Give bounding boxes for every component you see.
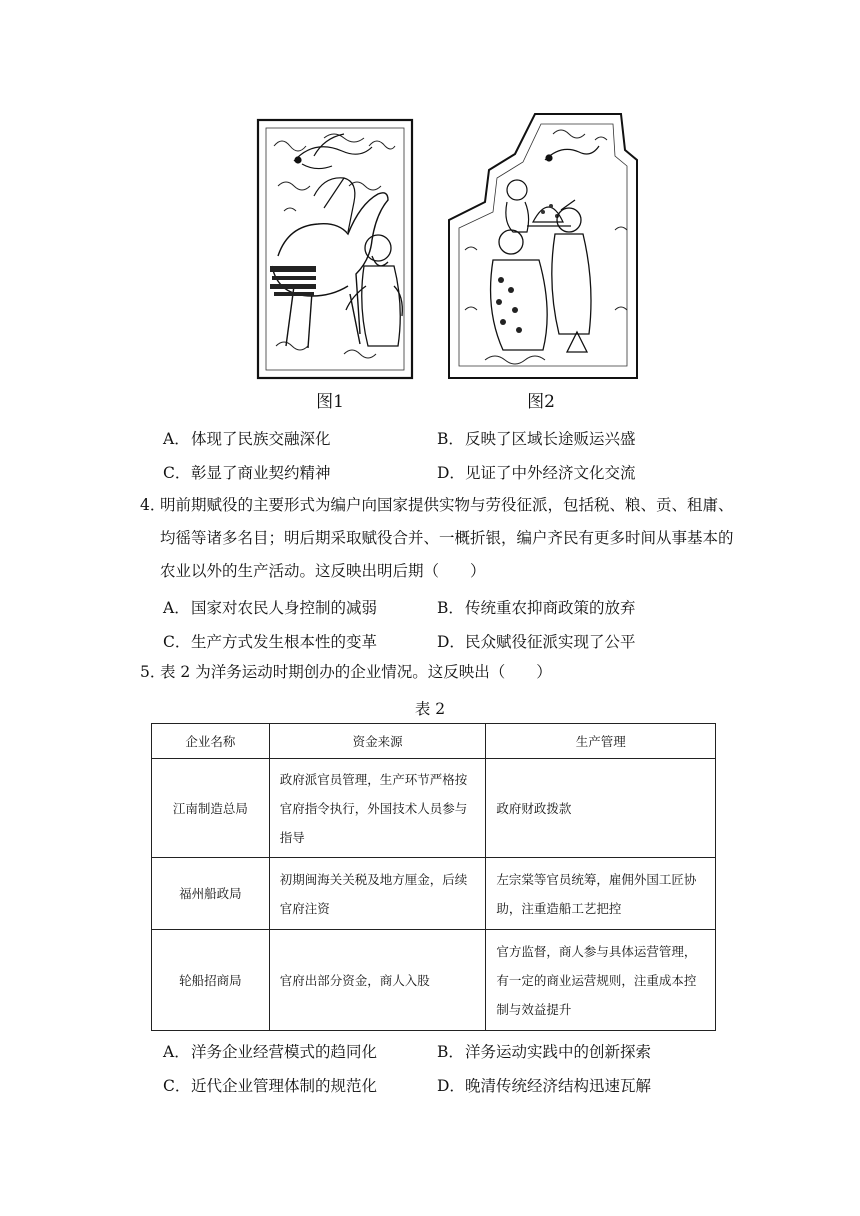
figure-1-relief-image: [254, 116, 416, 382]
header-funding-source: 资金来源: [269, 724, 486, 759]
q5-option-d: D．晚清传统经济结构迅速瓦解: [437, 1077, 652, 1095]
header-enterprise-name: 企业名称: [152, 724, 270, 759]
q4-option-c: C．生产方式发生根本性的变革: [163, 633, 378, 651]
question-4-text: 明前期赋役的主要形式为编户向国家提供实物与劳役征派，包括税、粮、贡、租庸、均徭等诸多名目；明后期采取赋役合并、一概折银，编户齐民有更多时间从事基本的农业以外的生产活动。这反映出明后期（ ）: [160, 496, 734, 580]
question-4: [140, 489, 740, 588]
cell-funding: 政府派官员管理，生产环节严格按官府指令执行，外国技术人员参与指导: [269, 759, 486, 858]
question-4-number: 4．: [140, 496, 166, 514]
q5-option-b: B．洋务运动实践中的创新探索: [437, 1043, 652, 1061]
cell-funding: 初期闽海关关税及地方厘金，后续官府注资: [269, 858, 486, 930]
q4-option-b: B．传统重农抑商政策的放弃: [437, 599, 636, 617]
q3-option-b: B．反映了区域长途贩运兴盛: [437, 430, 636, 448]
cell-name: 福州船政局: [152, 858, 270, 930]
table-row: [152, 759, 716, 858]
figure-1-caption: 图1: [316, 392, 344, 412]
cell-name: 江南制造总局: [152, 759, 270, 858]
q5-option-a: A．洋务企业经营模式的趋同化: [163, 1043, 378, 1061]
q5-option-c: C．近代企业管理体制的规范化: [163, 1077, 378, 1095]
question-5-number: 5．: [140, 663, 166, 681]
q4-option-d: D．民众赋役征派实现了公平: [437, 633, 636, 651]
question-5: [140, 656, 740, 689]
cell-management: 政府财政拨款: [486, 759, 716, 858]
header-production-management: 生产管理: [486, 724, 716, 759]
cell-name: 轮船招商局: [152, 930, 270, 1031]
figure-2-relief-image: [445, 110, 641, 382]
q3-option-a: A．体现了民族交融深化: [163, 430, 331, 448]
q4-option-a: A．国家对农民人身控制的减弱: [163, 599, 378, 617]
cell-management: 左宗棠等官员统筹，雇佣外国工匠协助，注重造船工艺把控: [486, 858, 716, 930]
table-row: [152, 858, 716, 930]
table-row: [152, 930, 716, 1031]
enterprise-table: [151, 723, 716, 1031]
figure-2-caption: 图2: [527, 392, 555, 412]
table-2-caption: 表 2: [414, 700, 446, 718]
question-5-text: 表 2 为洋务运动时期创办的企业情况。这反映出（ ）: [160, 663, 552, 681]
q3-option-c: C．彰显了商业契约精神: [163, 464, 331, 482]
table-header-row: [152, 724, 716, 759]
cell-management: 官方监督，商人参与具体运营管理，有一定的商业运营规则，注重成本控制与效益提升: [486, 930, 716, 1031]
q3-option-d: D．见证了中外经济文化交流: [437, 464, 636, 482]
cell-funding: 官府出部分资金，商人入股: [269, 930, 486, 1031]
